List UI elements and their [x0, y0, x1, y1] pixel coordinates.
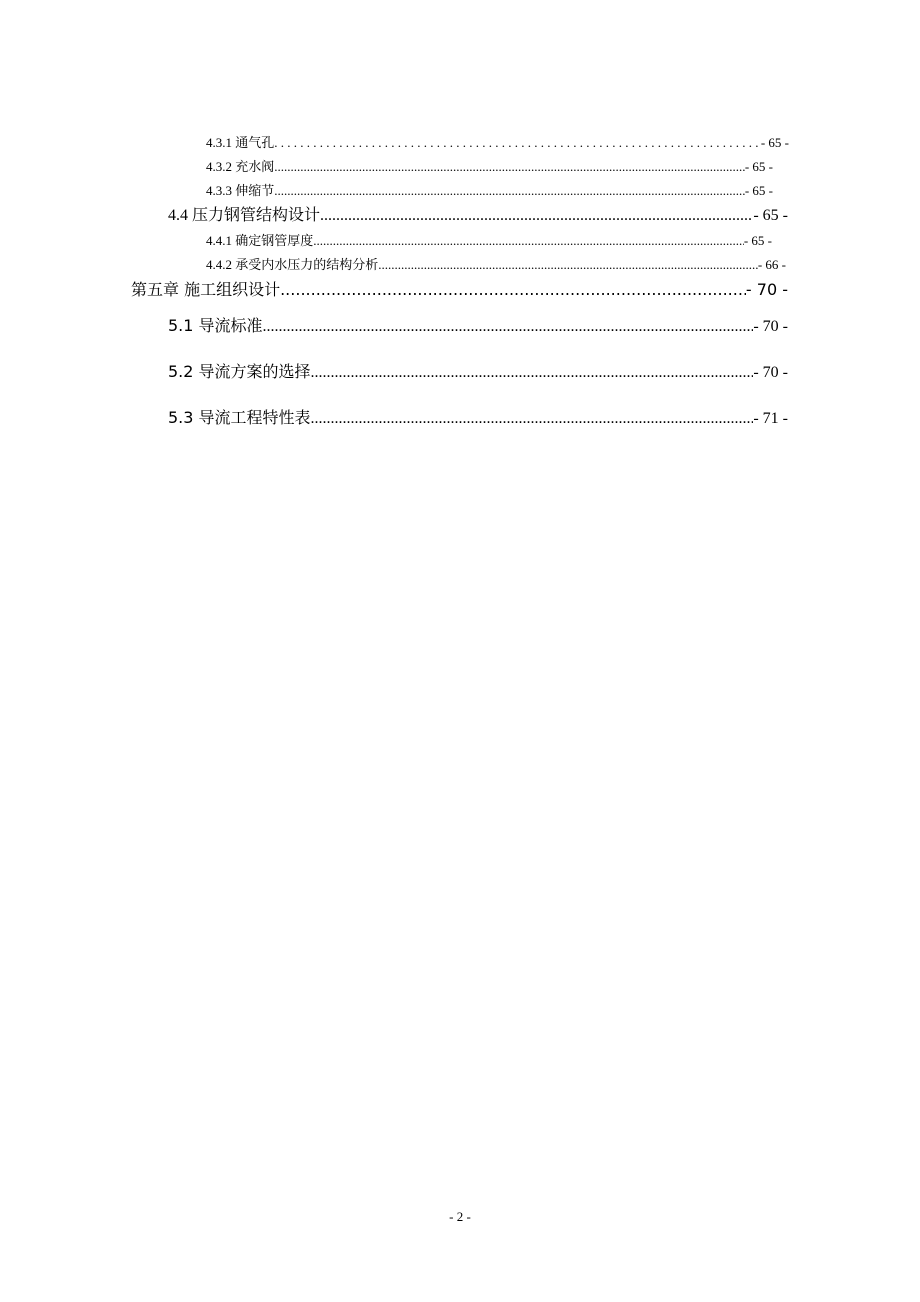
toc-entry-page: - 70 -	[753, 318, 788, 335]
toc-leader-dots	[274, 160, 745, 173]
toc-leader-dots	[378, 258, 758, 271]
page-number: - 2 -	[449, 1209, 471, 1224]
toc-leader-dots	[313, 234, 744, 247]
toc-entry-page: - 65 -	[744, 159, 773, 174]
toc-entry-page: - 65 -	[753, 207, 788, 224]
toc-entry-label: 4.4.1 确定钢管厚度	[206, 233, 314, 248]
toc-leader-dots	[280, 282, 746, 298]
toc-entry-4-4-1[interactable]	[206, 234, 772, 247]
toc-entry-4-3-2[interactable]	[206, 160, 773, 173]
toc-entry-page: - 65 -	[744, 183, 773, 198]
toc-entry-label: 4.4 压力钢管结构设计	[168, 207, 321, 224]
toc-entry-page: - 66 -	[757, 257, 786, 272]
toc-entry-label: 4.3.2 充水阀	[206, 159, 275, 174]
toc-leader-dots	[263, 319, 754, 335]
toc-leader-dots	[311, 365, 754, 381]
toc-entry-page: - 65 -	[760, 135, 789, 150]
toc-leader-dots	[311, 411, 754, 427]
toc-entry-page: - 70 -	[745, 280, 788, 299]
toc-entry-label: 第五章 施工组织设计	[131, 280, 281, 299]
toc-entry-label: 5.1 导流标准	[168, 316, 263, 335]
toc-entry-label: 4.4.2 承受内水压力的结构分析	[206, 257, 379, 272]
toc-entry-5-3[interactable]	[168, 410, 788, 427]
toc-entry-chapter-5[interactable]	[131, 282, 788, 298]
toc-entry-4-4[interactable]	[168, 208, 788, 224]
toc-entry-4-3-1[interactable]	[206, 136, 789, 149]
toc-leader-dots	[274, 136, 761, 149]
toc-entry-5-1[interactable]	[168, 318, 788, 335]
toc-entry-page: - 71 -	[753, 410, 788, 427]
toc-entry-4-4-2[interactable]	[206, 258, 786, 271]
toc-entry-4-3-3[interactable]	[206, 184, 773, 197]
toc-entry-label: 5.2 导流方案的选择	[168, 362, 311, 381]
toc-entry-page: - 70 -	[753, 364, 788, 381]
toc-leader-dots	[320, 208, 753, 224]
toc-entry-label: 4.3.1 通气孔	[206, 135, 275, 150]
toc-entry-page: - 65 -	[743, 233, 772, 248]
toc-entry-label: 4.3.3 伸缩节	[206, 183, 275, 198]
toc-entry-label: 5.3 导流工程特性表	[168, 408, 311, 427]
toc-leader-dots	[274, 184, 745, 197]
toc-entry-5-2[interactable]	[168, 364, 788, 381]
